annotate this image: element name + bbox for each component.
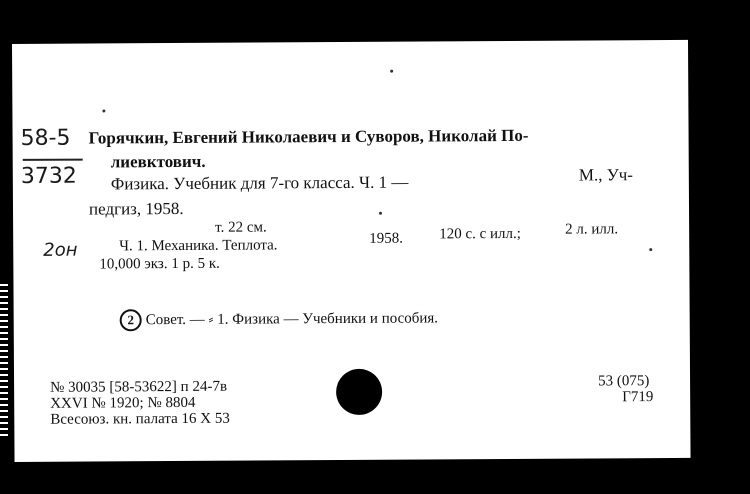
scan-edge-marks [0, 280, 8, 440]
circled-number: 2 [120, 309, 142, 331]
classification-code: 53 (075) [598, 373, 650, 390]
title-line1: Физика. Учебник для 7-го класса. Ч. 1 — [110, 172, 409, 194]
author-heading-line2: лиевктович. [110, 151, 206, 172]
part-year: 1958. [369, 230, 403, 247]
footer-record-line1: № 30035 [58-53622] п 24-7в [50, 378, 228, 396]
catalog-card [12, 40, 691, 462]
part-title: Ч. 1. Механика. Теплота. [119, 237, 278, 255]
speck [649, 248, 652, 251]
speck [379, 212, 382, 215]
punch-hole [336, 369, 382, 415]
title-line2: педгиз, 1958. [88, 198, 184, 219]
speck [102, 109, 105, 112]
author-code: Г719 [622, 389, 654, 406]
subject-headings [120, 307, 438, 331]
footer-record-line2: XXVI № 1920; № 8804 [50, 394, 196, 412]
plates-count: 2 л. илл. [565, 221, 619, 238]
subject-text: Совет. — ⸗ 1. Физика — Учебники и пособия. [145, 310, 439, 329]
print-run-price: 10,000 экз. 1 р. 5 к. [99, 255, 220, 273]
format-size: т. 22 см. [215, 219, 267, 236]
call-number-divider [23, 159, 83, 161]
call-number-bottom: 3732 [20, 163, 77, 189]
author-heading-line1: Горячкин, Евгений Николаевич и Суворов, Николай По- [88, 125, 529, 148]
call-number-top: 58-5 [20, 125, 71, 151]
footer-record-line3: Всесоюз. кн. палата 16 X 53 [50, 410, 230, 428]
page-count: 120 с. с илл.; [439, 225, 521, 243]
title-publisher: М., Уч- [578, 165, 633, 185]
handwritten-note: 2он [43, 239, 78, 261]
speck [390, 70, 393, 73]
